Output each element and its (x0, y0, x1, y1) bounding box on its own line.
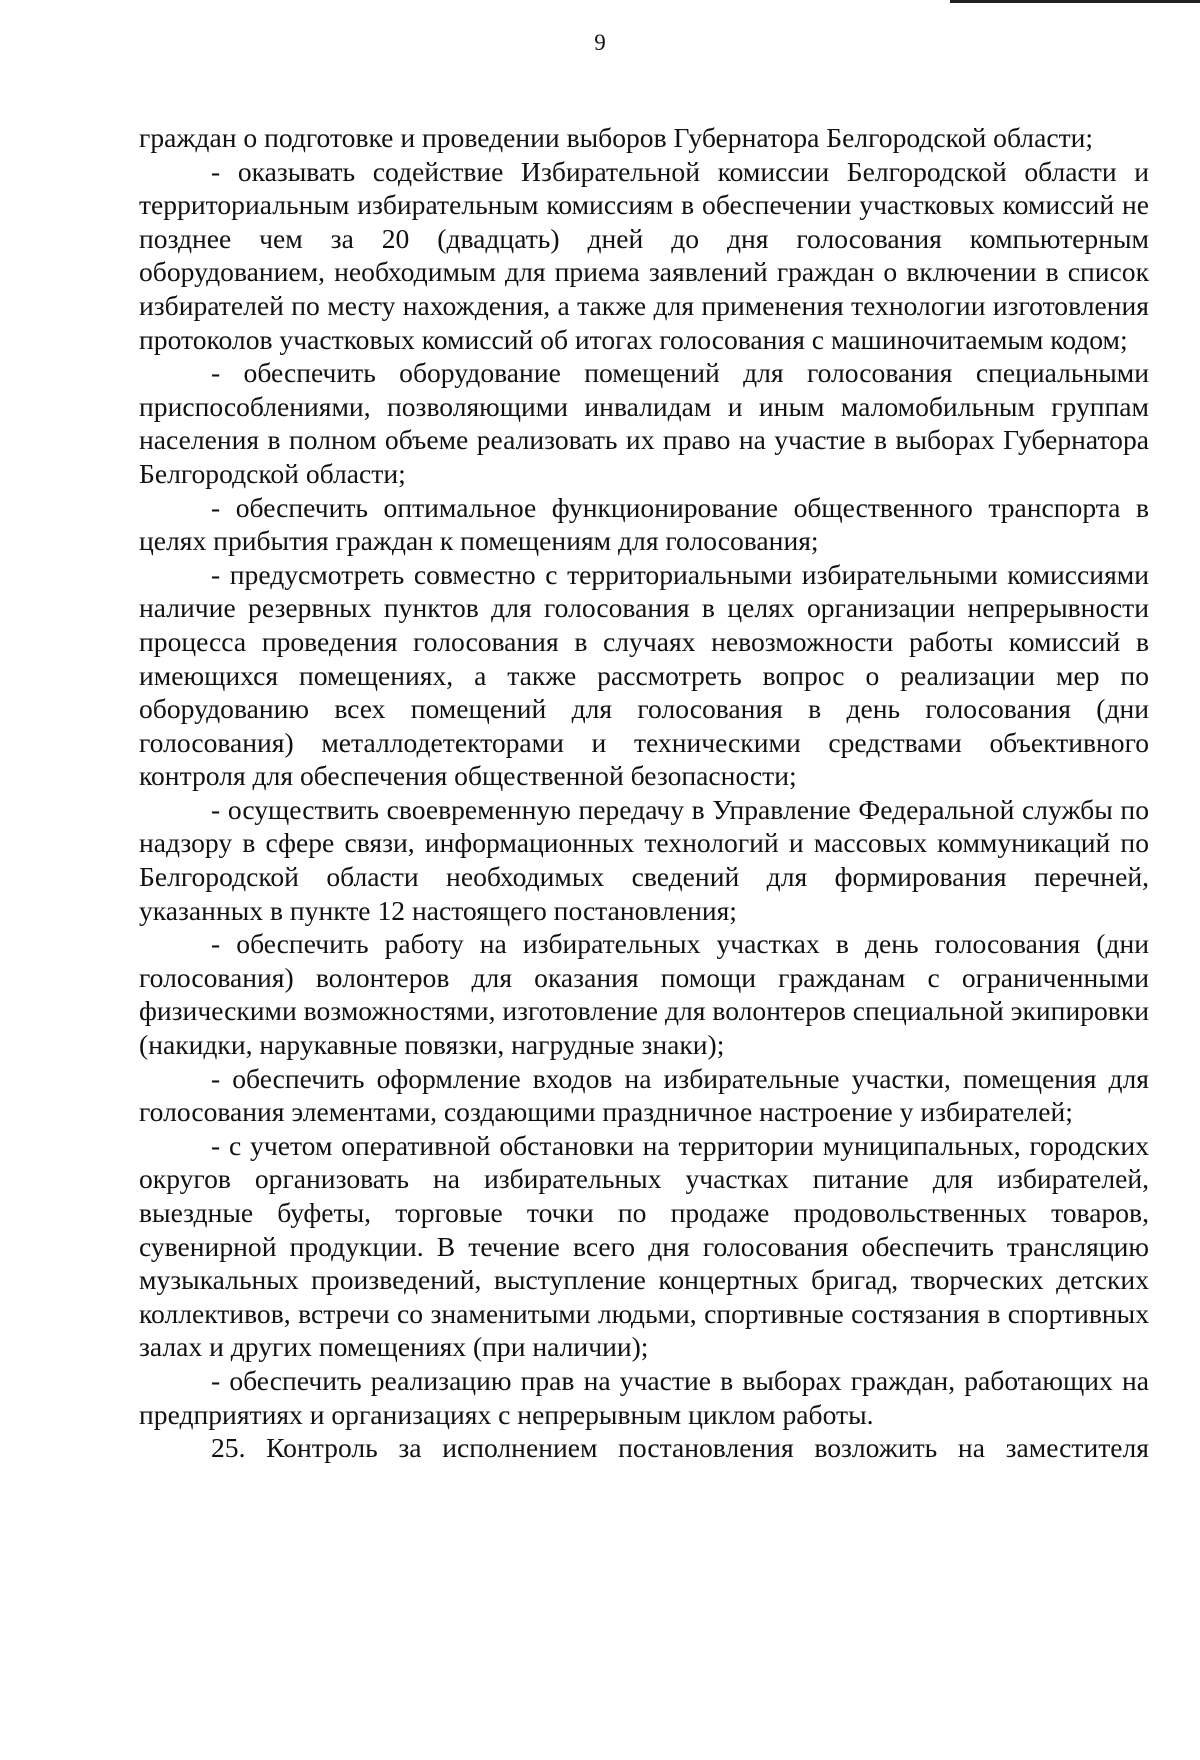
top-edge-rule (950, 0, 1200, 3)
paragraph-roskomnadzor: - осуществить своевременную передачу в Управление Федеральной службы по надзору в сфере связи, информационных технологий и массовых коммуникаций по Белгородской области необходимых сведений для формирования перечней, указанных в пункте 12 настоящего постановления; (139, 793, 1149, 926)
paragraph-volunteers: - обеспечить работу на избирательных участках в день голосования (дни голосования) волонтеров для оказания помощи гражданам с ограниченными физическими возможностями, изготовление для волонтеров специальной экипировки (накидки, нарукавные повязки, нагрудные знаки); (139, 928, 1150, 1061)
paragraph-continuous-workers: - обеспечить реализацию прав на участие в выборах граждан, работающих на предприятиях и организациях с непрерывным циклом работы. (139, 1364, 1149, 1430)
paragraph-computer-equipment: - оказывать содействие Избирательной комиссии Белгородской области и территориальным избирательным комиссиям в обеспечении участковых комиссий не позднее чем за 20 (двадцать) дней до дня голосования компьютерным оборудованием, необходимым для приема заявлений граждан о включении в список избирателей по месту нахождения, а также для применения технологии изготовления протоколов участковых комиссий об итогах голосования с машиночитаемым кодом; (139, 155, 1149, 355)
page-number: 9 (594, 30, 606, 55)
paragraph-catering: - с учетом оперативной обстановки на территории муниципальных, городских округов организовать на избирательных участках питание для избирателей, выездные буфеты, торговые точки по продаже продовольственных товаров, сувенирной продукции. В течение всего дня голосования обеспечить трансляцию музыкальных произведений, выступление концертных бригад, творческих детских коллективов, встречи со знаменитыми людьми, спортивные состязания в спортивных залах и других помещениях (при наличии); (139, 1129, 1149, 1363)
paragraph-reserve-points: - предусмотреть совместно с территориальными избирательными комиссиями наличие резервных пунктов для голосования в целях организации непрерывности процесса проведения голосования в случаях невозможности работы комиссий в имеющихся помещениях, а также рассмотреть вопрос о реализации мер по оборудованию всех помещений для голосования в день голосования (дни голосования) металлодетекторами и техническими средствами объективного контроля для обеспечения общественной безопасности; (139, 558, 1149, 792)
document-body (139, 121, 1149, 1465)
paragraph-transport: - обеспечить оптимальное функционирование общественного транспорта в целях прибытия граждан к помещениям для голосования; (139, 491, 1149, 557)
paragraph-continuation: граждан о подготовке и проведении выборов Губернатора Белгородской области; (139, 122, 1094, 153)
paragraph-decoration: - обеспечить оформление входов на избирательные участки, помещения для голосования элементами, создающими праздничное настроение у избирателей; (139, 1062, 1149, 1128)
paragraph-item-25: 25. Контроль за исполнением постановления возложить на заместителя (211, 1432, 1149, 1464)
paragraph-accessibility: - обеспечить оборудование помещений для голосования специальными приспособлениями, позволяющими инвалидам и иным маломобильным группам населения в полном объеме реализовать их право на участие в выборах Губернатора Белгородской области; (139, 357, 1149, 489)
